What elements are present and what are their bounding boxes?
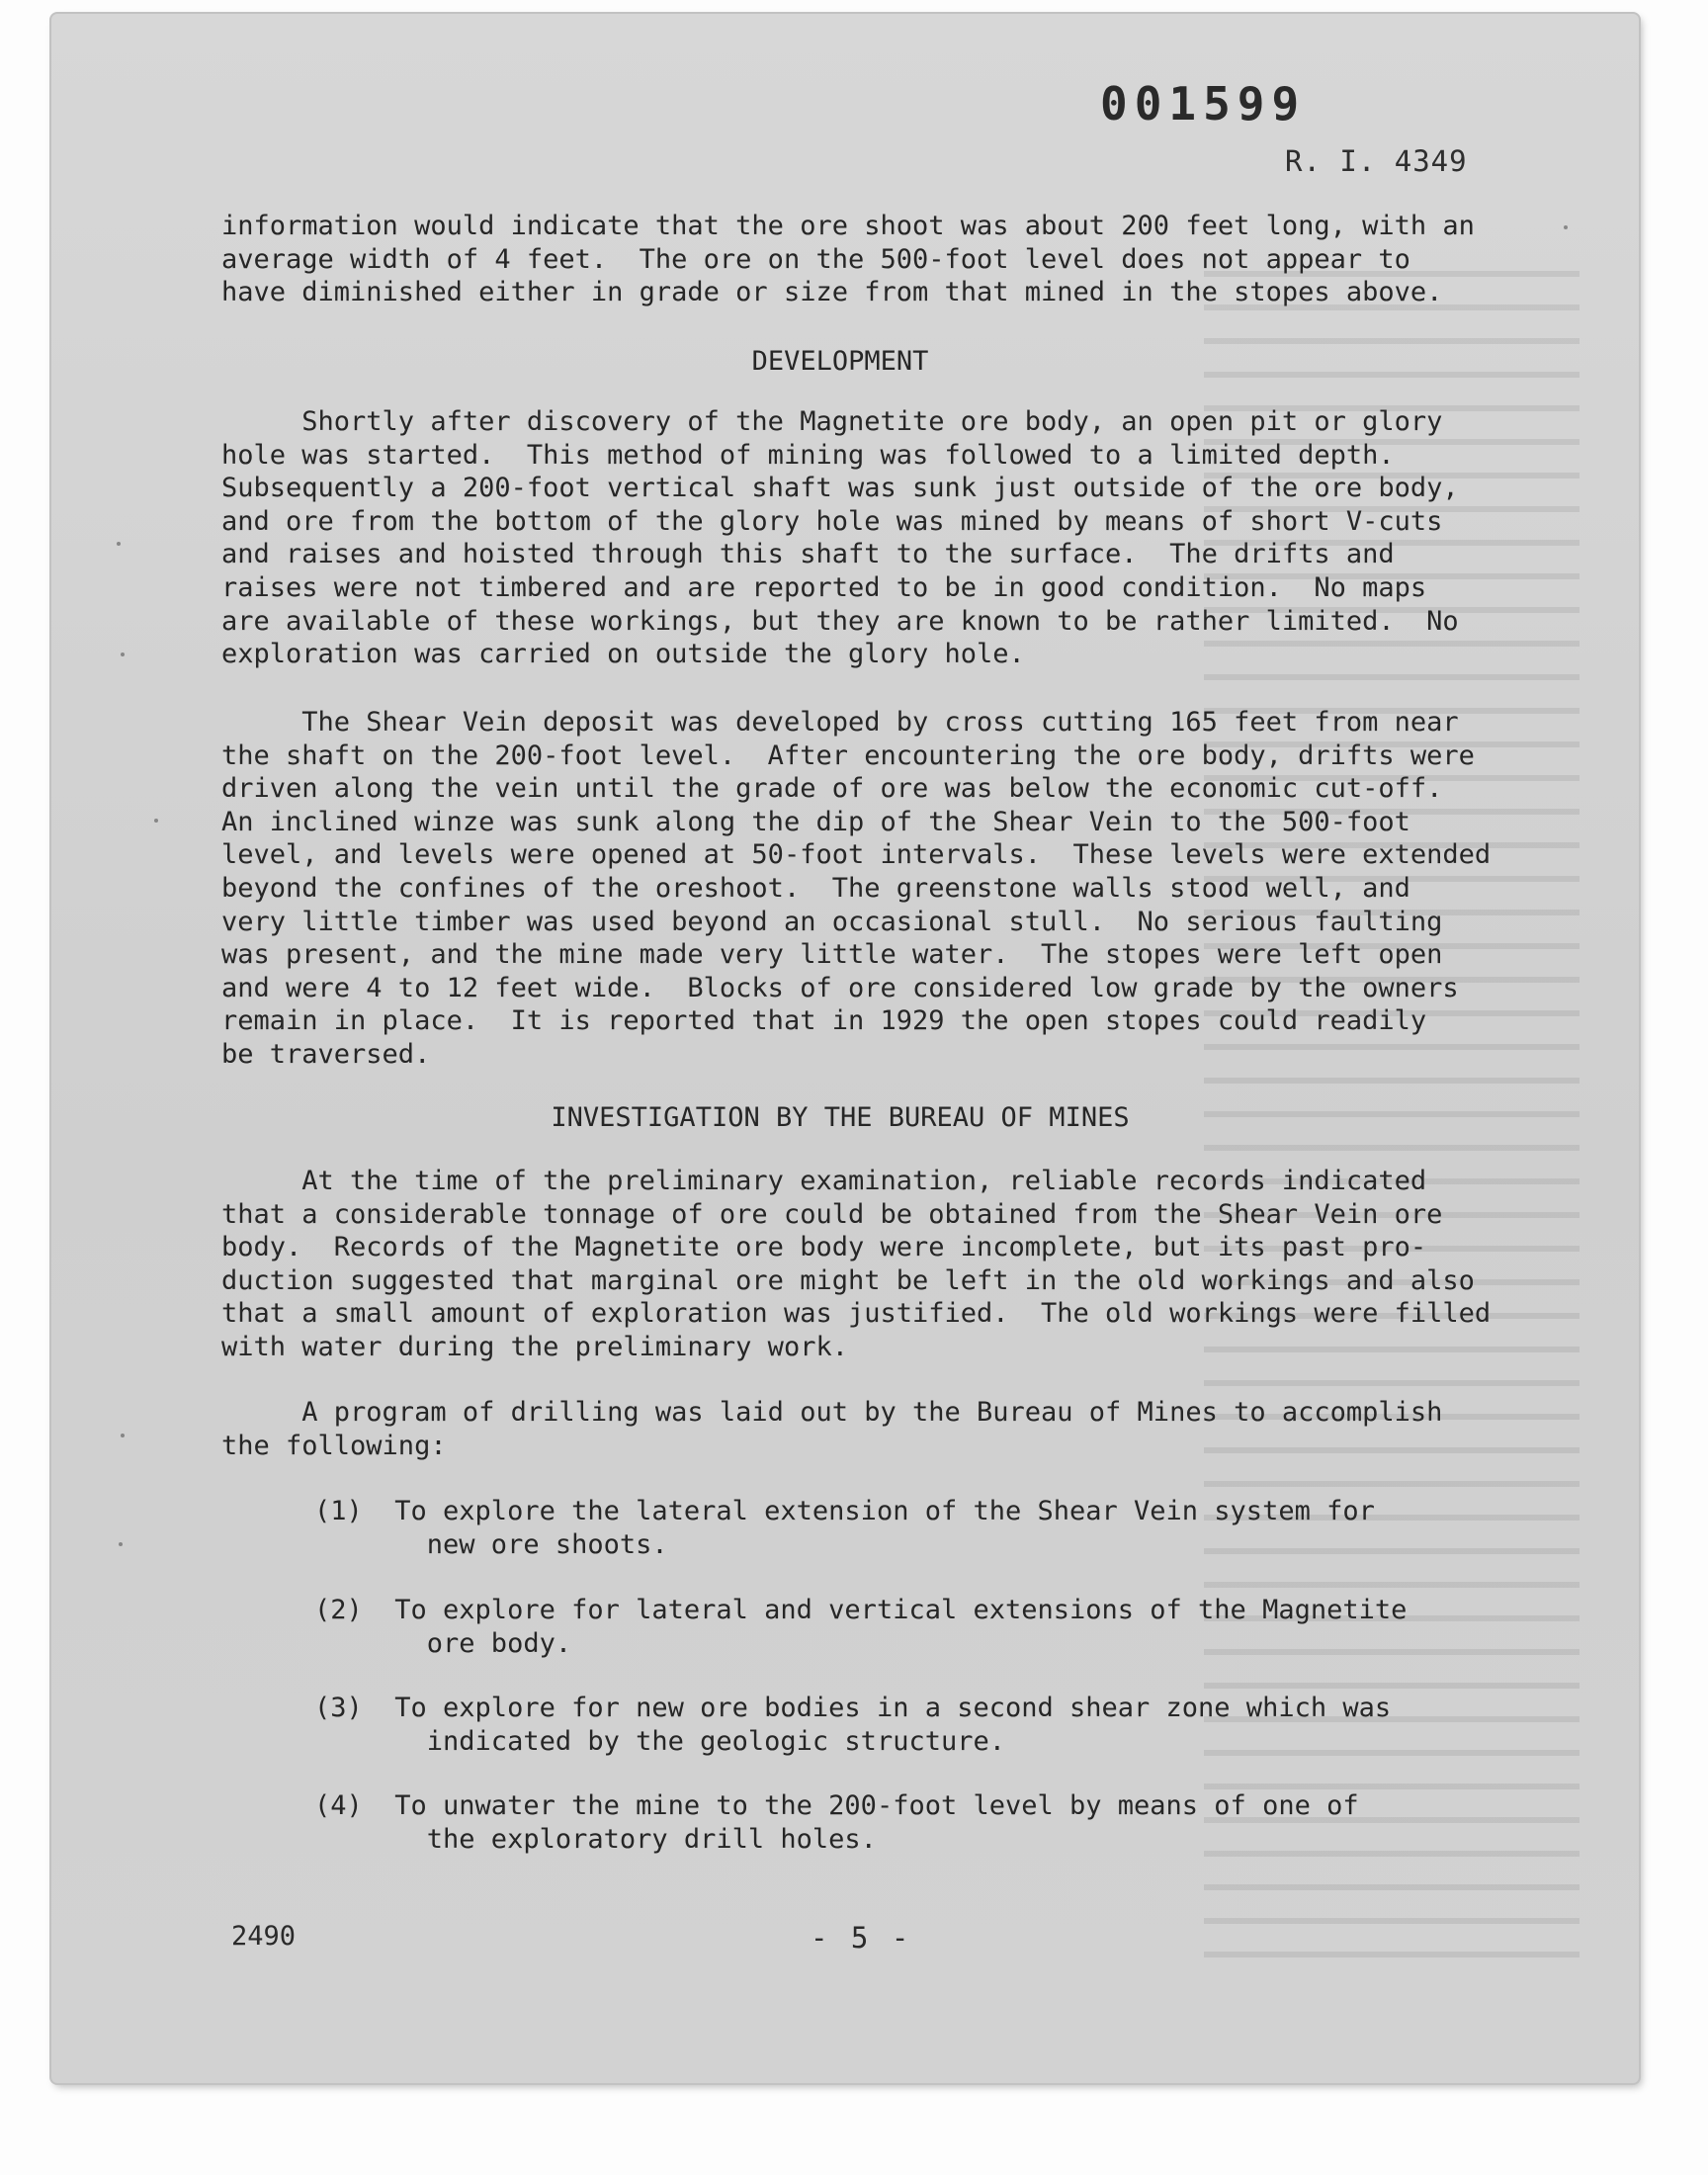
- report-number: R. I. 4349: [1285, 144, 1468, 178]
- heading-investigation: INVESTIGATION BY THE BUREAU OF MINES: [551, 1102, 1130, 1133]
- list-item: (1) To explore the lateral extension of the Shear Vein system for new ore shoots.: [314, 1496, 1375, 1560]
- scan-speck: [117, 542, 121, 546]
- page-number: - 5 -: [811, 1921, 912, 1955]
- scan-speck: [1564, 225, 1568, 229]
- paragraph-shear-vein-development: The Shear Vein deposit was developed by cross cutting 165 feet from near the shaft on the 200-foot level. After encountering the ore body, drifts were driven along the vein until the grade of ore was below the economic cut-off. An inclined winze was sunk along the dip of the Shear Vein to the 500-foot level, and levels were opened at 50-foot intervals. These levels were extended beyond the confines of the oreshoot. The greenstone walls stood well, and very little timber was used beyond an occasional stull. No serious faulting was present, and the mine made very little water. The stopes were left open and were 4 to 12 feet wide. Blocks of ore considered low grade by the owners remain in place. It is reported that in 1929 the open stopes could readily be traversed.: [221, 707, 1492, 1070]
- list-item: (2) To explore for lateral and vertical extensions of the Magnetite ore body.: [314, 1595, 1408, 1659]
- list-item: (3) To explore for new ore bodies in a second shear zone which was indicated by the geologic structure.: [314, 1693, 1392, 1757]
- heading-development: DEVELOPMENT: [751, 346, 929, 377]
- paragraph-continuation: information would indicate that the ore shoot was about 200 feet long, with an average width of 4 feet. The ore on the 500-foot level does not appear to have diminished either in grade or size from that mined in the stopes above.: [221, 211, 1475, 308]
- footer-code: 2490: [231, 1921, 297, 1952]
- list-item: (4) To unwater the mine to the 200-foot level by means of one of the exploratory drill holes.: [314, 1790, 1359, 1855]
- scan-speck: [121, 652, 125, 656]
- paragraph-magnetite-development: Shortly after discovery of the Magnetite ore body, an open pit or glory hole was started. This method of mining was followed to a limited depth. Subsequently a 200-foot vertical shaft was sunk just outside of the ore body, and ore from the bottom of the glory hole was mined by means of short V-cuts and raises and hoisted through this shaft to the surface. The drifts and raises were not timbered and are reported to be in good condition. No maps are available of these workings, but they are known to be rather limited. No exploration was carried on outside the glory hole.: [221, 406, 1459, 670]
- scan-speck: [154, 819, 158, 823]
- scan-speck: [121, 1434, 125, 1437]
- paragraph-drilling-program: A program of drilling was laid out by the Bureau of Mines to accomplish the following:: [221, 1397, 1443, 1461]
- document-id-stamp: 001599: [1100, 77, 1307, 130]
- scan-speck: [119, 1542, 123, 1546]
- paragraph-preliminary-examination: At the time of the preliminary examination, reliable records indicated that a considerable tonnage of ore could be obtained from the Shear Vein ore body. Records of the Magnetite ore body were incomplete, but its past pro- duction suggested that marginal ore might be left in the old workings and also that a small amount of exploration was justified. The old workings were filled with water during the preliminary work.: [221, 1166, 1492, 1362]
